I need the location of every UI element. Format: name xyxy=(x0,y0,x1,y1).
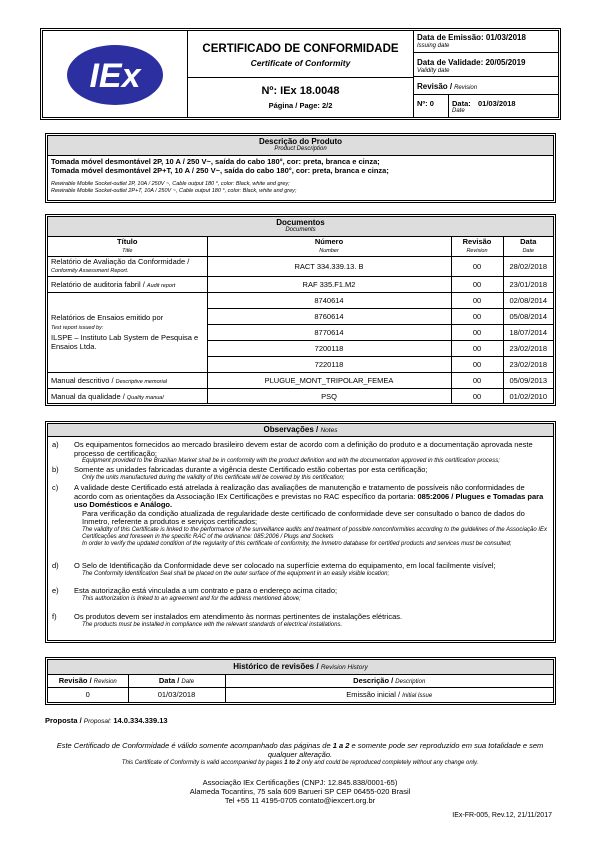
notes-heading xyxy=(48,424,553,437)
certificate-title: CERTIFICADO DE CONFORMIDADE xyxy=(202,43,399,55)
issue-date xyxy=(414,31,558,53)
address-line-2: Alameda Tocantins, 75 sala 609 Barueri SP CEP 06455-020 Brasil xyxy=(189,787,411,796)
documents-heading-en: Documents xyxy=(285,227,316,233)
validity-date-label: Data de Validade: 20/05/2019 xyxy=(417,58,526,67)
test-rev: 00 xyxy=(451,324,503,340)
revision-detail xyxy=(414,95,558,117)
validity-note-en: This Certificate of Conformity is valid accompanied by pages 1 to 2 only and could be reproduced completely without any change only. xyxy=(121,760,479,766)
row2-number: RAF 335.F1.M2 xyxy=(207,276,451,292)
quality-rev: 00 xyxy=(451,388,503,404)
test-date: 23/02/2018 xyxy=(503,340,553,356)
certificate-subtitle: Certificate of Conformity xyxy=(250,58,351,68)
product-heading-pt: Descrição do Produto xyxy=(258,137,343,146)
iex-logo xyxy=(43,31,188,117)
tests-title: Relatórios de Ensaios emitido por Test report issued by: ILSPE – Instituto Lab System de Pesquisa e Ensaios Ltda. xyxy=(48,292,207,372)
row1-number: RACT 334.339.13. B xyxy=(207,256,451,276)
divider xyxy=(188,77,413,78)
row2-rev: 00 xyxy=(451,276,503,292)
product-description xyxy=(45,133,556,203)
table-row xyxy=(48,276,553,292)
note-a-en: Equipment provided to the Brazilian Market shall be in conformity with the product definition and with the documentation approved in this certification process; xyxy=(82,458,500,464)
history-heading-en: Revision History xyxy=(320,664,368,672)
address-line-3: Tel +55 11 4195-0705 contato@iexcert.org.br xyxy=(224,796,376,805)
col-title: Título Title xyxy=(48,237,207,256)
history-table xyxy=(48,660,553,702)
note-d-letter: d) xyxy=(52,561,59,570)
logo-text: IEx xyxy=(89,57,141,95)
note-b-letter: b) xyxy=(52,465,59,474)
history-header-row xyxy=(48,674,553,687)
quality-title: Manual da qualidade / Quality manual xyxy=(48,388,207,404)
validity-date xyxy=(414,53,558,77)
memo-title: Manual descritivo / Descriptive memorial xyxy=(48,372,207,388)
note-c-en1: The validity of this Certificate is linked to the performance of the surveillance audits and treatment of possible nonconformities according to the guidelines of the Associação IEx Certificações and foreseen in the specific RAC of the ordinance: 085:2006 / Plugs and Sockets xyxy=(82,526,548,540)
table-row xyxy=(48,687,553,702)
test-date: 02/08/2014 xyxy=(503,292,553,308)
proposal-value: 14.0.334.339.13 xyxy=(113,716,168,725)
history-desc: Emissão inicial / Initial Issue xyxy=(225,687,553,702)
test-number: 8740614 xyxy=(207,292,451,308)
page-indicator: Página / Page: 2/2 xyxy=(268,101,333,110)
note-d-en: The Conformity Identification Seal shall be placed on the outer surface of the equipment in an easily visible location; xyxy=(82,570,390,577)
history-heading xyxy=(48,660,553,674)
rev-date-sub: Date xyxy=(452,108,465,114)
rev-date-value: 01/03/2018 xyxy=(478,99,516,108)
test-number: 7220118 xyxy=(207,356,451,372)
test-date: 05/08/2014 xyxy=(503,308,553,324)
revision-row xyxy=(414,77,558,95)
product-heading-en: Product Description xyxy=(274,146,327,152)
test-number: 8770614 xyxy=(207,324,451,340)
row1-rev: 00 xyxy=(451,256,503,276)
note-c-en2: In order to verify the updated condition of the regularity of this certificate of conformity, the Inmetro database for certified products and services must be consulted; xyxy=(82,540,512,547)
meta-cell xyxy=(414,31,558,117)
validity-date-sub: Validity date xyxy=(417,68,450,74)
product-line-2: Tomada móvel desmontável 2P+T, 10 A / 250 V~, saída do cabo 180°, cor: preta, branca e cinza; xyxy=(51,166,389,175)
notes-heading-pt: Observações / xyxy=(263,425,319,434)
row2-title: Relatório de auditoria fabril / Audit report xyxy=(48,276,207,292)
revision-history xyxy=(45,657,556,705)
quality-date: 01/02/2010 xyxy=(503,388,553,404)
note-e-letter: e) xyxy=(52,586,59,595)
issue-date-label: Data de Emissão: 01/03/2018 xyxy=(417,33,526,42)
memo-date: 05/09/2013 xyxy=(503,372,553,388)
note-e-en: This authorization is linked to an agreement and for the address mentioned above; xyxy=(82,595,301,602)
documents-heading-pt: Documentos xyxy=(276,218,325,227)
history-heading-row xyxy=(48,660,553,674)
documents-header-row xyxy=(48,237,553,256)
note-b-pt: Somente as unidades fabricadas durante a vigência deste Certificado estão cobertas por esta certificação; xyxy=(74,465,428,474)
test-rev: 00 xyxy=(451,340,503,356)
rev-number: Nº: 0 xyxy=(417,99,434,108)
note-d-pt: O Selo de Identificação da Conformidade deve ser colocado na superfície externa do equipamento, em local facilmente visível; xyxy=(74,561,496,570)
note-f-letter: f) xyxy=(52,612,57,621)
row1-date: 28/02/2018 xyxy=(503,256,553,276)
note-f-en: The products must be installed in compliance with the relevant standards of electrical installations. xyxy=(82,621,343,628)
memo-number: PLUGUE_MONT_TRIPOLAR_FEMEA xyxy=(207,372,451,388)
test-rev: 00 xyxy=(451,356,503,372)
memo-rev: 00 xyxy=(451,372,503,388)
notes-heading-en: Notes xyxy=(320,427,338,434)
table-row xyxy=(48,388,553,404)
note-e-pt: Esta autorização está vinculada a um contrato e para o endereço acima citado; xyxy=(74,586,338,595)
certificate-header xyxy=(40,28,561,120)
history-rev: 0 xyxy=(48,687,128,702)
history-date: 01/03/2018 xyxy=(128,687,225,702)
validity-note-pt: Este Certificado de Conformidade é válido somente acompanhado das páginas de 1 a 2 e somente pode ser reproduzido em sua totalidade e sem qualquer alteração. xyxy=(56,741,544,759)
rev-divider xyxy=(448,95,449,117)
issue-date-sub: Issuing date xyxy=(417,43,450,49)
table-row xyxy=(48,372,553,388)
test-number: 7200118 xyxy=(207,340,451,356)
row2-date: 23/01/2018 xyxy=(503,276,553,292)
documents-table xyxy=(48,237,553,404)
history-col-date: Data / Date xyxy=(128,674,225,687)
quality-number: PSQ xyxy=(207,388,451,404)
note-a-letter: a) xyxy=(52,440,59,449)
note-c-pt2: Para verificação da condição atualizada de regularidade deste certificado de conformidade deve ser consultado o banco de dados do Inmetro, referente a produtos e serviços certificados; xyxy=(82,508,525,526)
note-c-letter: c) xyxy=(52,483,59,492)
revision-sub: Revision xyxy=(454,85,478,91)
revision-label: Revisão / xyxy=(417,82,453,91)
notes-section xyxy=(45,421,556,643)
certificate-number: Nº: IEx 18.0048 xyxy=(261,85,340,97)
test-date: 23/02/2018 xyxy=(503,356,553,372)
table-row xyxy=(48,256,553,276)
proposal-label-en: Proposal: xyxy=(83,718,112,725)
col-date: Data Date xyxy=(503,237,553,256)
note-f-pt: Os produtos devem ser instalados em atendimento às normas pertinentes de instalações elétricas. xyxy=(74,612,403,621)
proposal-label: Proposta / xyxy=(45,716,82,725)
note-a-pt: Os equipamentos fornecidos ao mercado brasileiro devem estar de acordo com a definição do produto e a documentação aprovada neste processo de certificação; xyxy=(74,440,533,458)
documents-section xyxy=(45,214,556,406)
form-code: IEx-FR-005, Rev.12, 21/11/2017 xyxy=(452,812,552,819)
proposal xyxy=(45,716,168,725)
row1-title: Relatório de Avaliação da Conformidade / Conformity Assessment Report. xyxy=(48,256,207,276)
title-cell xyxy=(188,31,414,117)
logo-cell xyxy=(43,31,188,117)
test-rev: 00 xyxy=(451,292,503,308)
col-number: Número Number xyxy=(207,237,451,256)
product-en-2: Rewirable Mobile Socket-outlet 2P+T, 10A / 250V ~, Cable output 180 °, color: Black, white and grey; xyxy=(51,187,297,194)
documents-heading xyxy=(48,217,553,237)
note-c-pt1: A validade deste Certificado está atrelada à realização das avaliações de manutenção e tratamento de possíveis não conformidades de acordo com as orientações da Associação IEx Certificações e previstas no RAC específico da portaria: xyxy=(74,483,525,501)
col-revision: Revisão Revision xyxy=(451,237,503,256)
note-b-en: Only the units manufactured during the validity of this certificate will be covered by this certification; xyxy=(82,474,345,481)
history-heading-pt: Histórico de revisões / xyxy=(233,662,319,672)
table-row xyxy=(48,292,553,308)
test-rev: 00 xyxy=(451,308,503,324)
note-c-pt1-bold: 085:2006 / Plugues e Tomadas para uso Domésticos e Análogo. xyxy=(74,491,544,509)
history-col-rev: Revisão / Revision xyxy=(48,674,128,687)
history-col-desc: Descrição / Description xyxy=(225,674,553,687)
product-en-1: Rewirable Mobile Socket-outlet 2P, 10A / 250V ~, Cable output 180 °, color: Black, white and grey; xyxy=(51,181,290,187)
test-number: 8760614 xyxy=(207,308,451,324)
address-line-1: Associação IEx Certificações (CNPJ: 12.845.838/0001-65) xyxy=(202,778,398,787)
rev-date-label: Data: xyxy=(452,99,471,108)
product-heading xyxy=(48,136,553,156)
product-line-1: Tomada móvel desmontável 2P, 10 A / 250 V~, saída do cabo 180°, cor: preta, branca e cinza; xyxy=(51,157,380,166)
test-date: 18/07/2014 xyxy=(503,324,553,340)
